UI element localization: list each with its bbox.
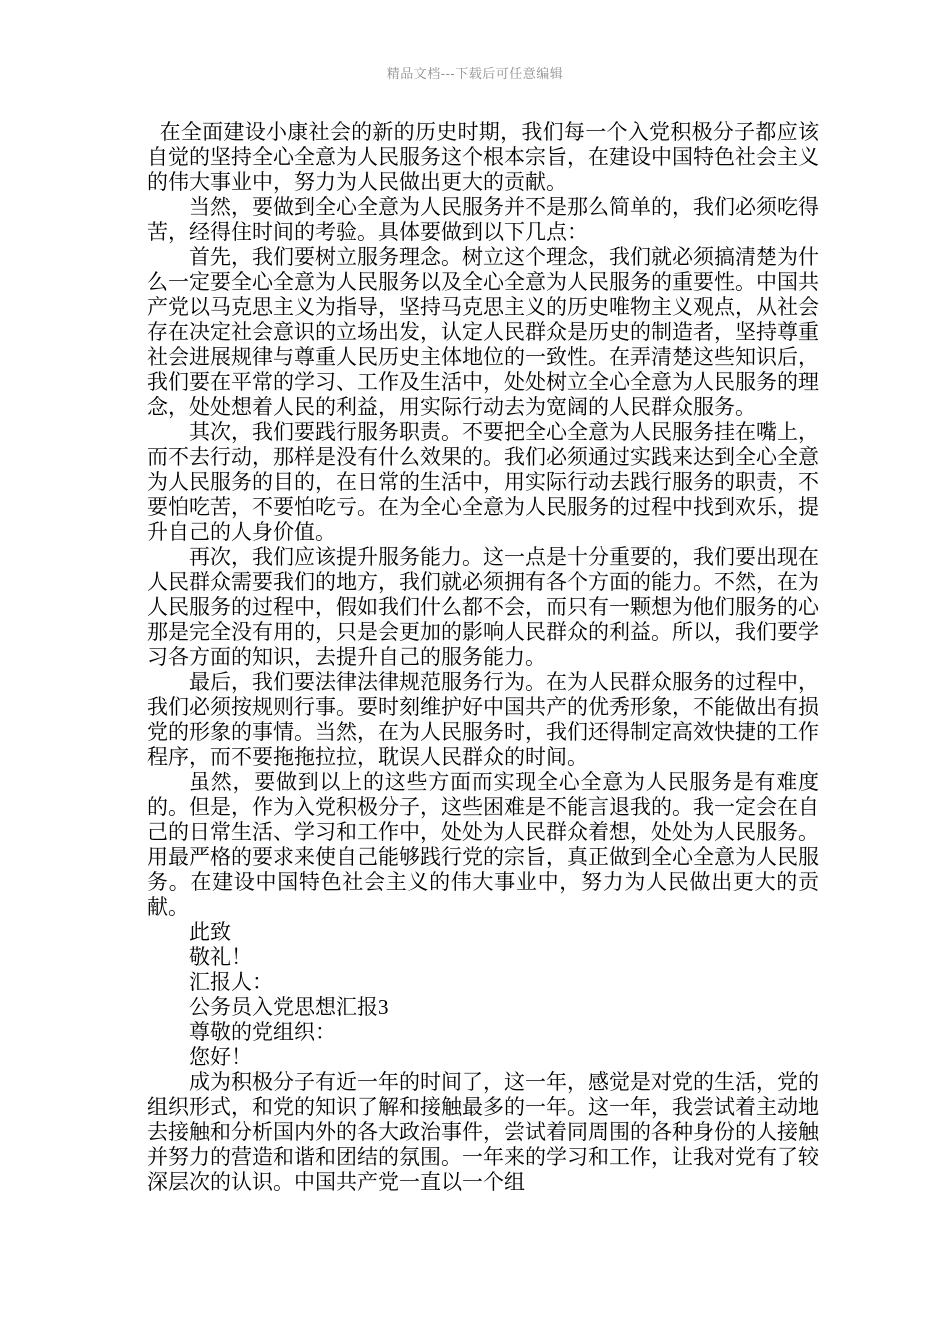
- paragraph-intro: 在全面建设小康社会的新的历史时期，我们每一个入党积极分子都应该自觉的坚持全心全意为人民服务这个根本宗旨，在建设中国特色社会主义的伟大事业中，努力为人民做出更大的贡献。: [147, 120, 819, 194]
- paragraph-point-first: 首先，我们要树立服务理念。树立这个理念，我们就必须搞清楚为什么一定要全心全意为人民服务以及全心全意为人民服务的重要性。中国共产党以马克思主义为指导，坚持马克思主义的历史唯物主义观点，从社会存在决定社会意识的立场出发，认定人民群众是历史的制造者，坚持尊重社会进展规律与尊重人民历史主体地位的一致性。在弄清楚这些知识后，我们要在平常的学习、工作及生活中，处处树立全心全意为人民服务的理念，处处想着人民的利益，用实际行动去为宽阔的人民群众服务。: [147, 245, 819, 419]
- paragraph-conclusion: 虽然，要做到以上的这些方面而实现全心全意为人民服务是有难度的。但是，作为入党积极分子，这些困难是不能言退我的。我一定会在自己的日常生活、学习和工作中，处处为人民群众着想，处处为人民服务。用最严格的要求来使自己能够践行党的宗旨，真正做到全心全意为人民服务。在建设中国特色社会主义的伟大事业中，努力为人民做出更大的贡献。: [147, 770, 819, 919]
- closing-cizhi: 此致: [189, 920, 231, 944]
- paragraph-point-last: 最后，我们要法律法律规范服务行为。在为人民群众服务的过程中，我们必须按规则行事。要时刻维护好中国共产的优秀形象，不能做出有损党的形象的事情。当然，在为人民服务时，我们还得制定高效快捷的工作程序，而不要拖拖拉拉，耽误人民群众的时间。: [147, 670, 819, 769]
- salutation-party-organization: 尊敬的党组织：: [189, 1020, 336, 1044]
- section-title-report-3: 公务员入党思想汇报3: [189, 995, 389, 1019]
- salutation-greeting: 您好！: [189, 1045, 252, 1069]
- document-content: [147, 120, 819, 1195]
- paragraph-point-second: 其次，我们要践行服务职责。不要把全心全意为人民服务挂在嘴上，而不去行动，那样是没有什么效果的。我们必须通过实践来达到全心全意为人民服务的目的，在日常的生活中，用实际行动去践行服务的职责，不要怕吃苦，不要怕吃亏。在为全心全意为人民服务的过程中找到欢乐，提升自己的人身价值。: [147, 420, 819, 544]
- paragraph-requirements: 当然，要做到全心全意为人民服务并不是那么简单的，我们必须吃得苦，经得住时间的考验。具体要做到以下几点：: [147, 195, 819, 244]
- paragraph-point-third: 再次，我们应该提升服务能力。这一点是十分重要的，我们要出现在人民群众需要我们的地方，我们就必须拥有各个方面的能力。不然，在为人民服务的过程中，假如我们什么都不会，而只有一颗想为他们服务的心那是完全没有用的，只是会更加的影响人民群众的利益。所以，我们要学习各方面的知识，去提升自己的服务能力。: [147, 545, 819, 669]
- closing-salute: 敬礼！: [189, 945, 252, 969]
- header-watermark: 精品文档---下载后可任意编辑: [386, 66, 564, 81]
- closing-reporter: 汇报人：: [189, 970, 273, 994]
- paragraph-report3-opening: 成为积极分子有近一年的时间了，这一年，感觉是对党的生活，党的组织形式，和党的知识了解和接触最多的一年。这一年，我尝试着主动地去接触和分析国内外的各大政治事件，尝试着同周围的各种身份的人接触并努力的营造和谐和团结的氛围。一年来的学习和工作，让我对党有了较深层次的认识。中国共产党一直以一个组: [147, 1070, 819, 1194]
